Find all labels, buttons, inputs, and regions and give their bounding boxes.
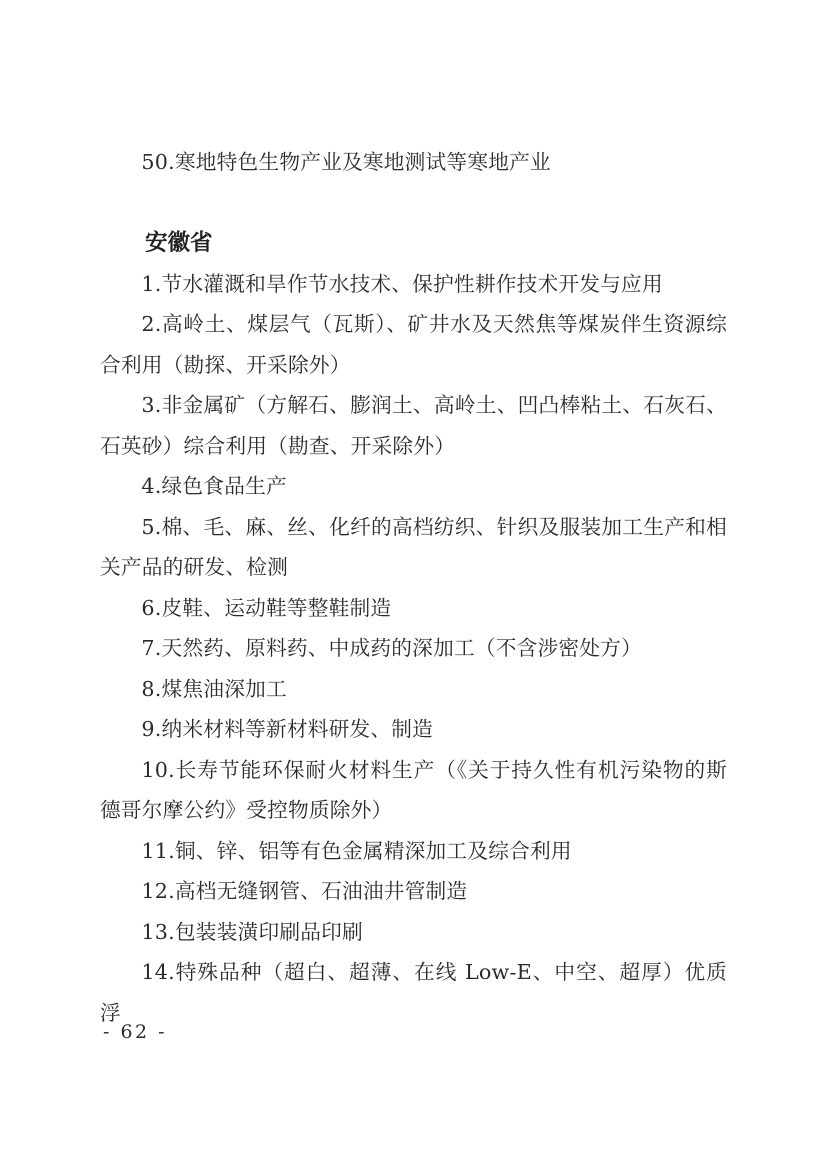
list-item-10: 10.长寿节能环保耐火材料生产（《关于持久性有机污染物的斯德哥尔摩公约》受控物质除外） xyxy=(100,757,727,822)
list-item-13: 13.包装装潢印刷品印刷 xyxy=(141,919,363,944)
list-item-8: 8.煤焦油深加工 xyxy=(141,676,287,701)
section-heading-anhui: 安徽省 xyxy=(145,230,213,256)
list-item-9: 9.纳米材料等新材料研发、制造 xyxy=(141,717,434,741)
list-item-11: 11.铜、锌、铝等有色金属精深加工及综合利用 xyxy=(141,838,572,863)
page-number: - 62 - xyxy=(103,1021,168,1043)
list-item-50: 50.寒地特色生物产业及寒地测试等寒地产业 xyxy=(141,150,551,174)
list-item-14: 14.特殊品种（超白、超薄、在线 Low-E、中空、超厚）优质浮 xyxy=(100,960,727,1025)
list-item-6: 6.皮鞋、运动鞋等整鞋制造 xyxy=(141,595,392,620)
list-item-3: 3.非金属矿（方解石、膨润土、高岭土、凹凸棒粘土、石灰石、石英砂）综合利用（勘查、开采除外） xyxy=(100,393,727,458)
list-item-4: 4.绿色食品生产 xyxy=(141,474,287,498)
list-item-5: 5.棉、毛、麻、丝、化纤的高档纺织、针织及服装加工生产和相关产品的研发、检测 xyxy=(100,514,727,579)
document-body xyxy=(100,142,727,1033)
list-item-2: 2.高岭土、煤层气（瓦斯）、矿井水及天然焦等煤炭伴生资源综合利用（勘探、开采除外） xyxy=(100,312,727,377)
list-item-7: 7.天然药、原料药、中成药的深加工（不含涉密处方） xyxy=(141,636,642,660)
list-item-12: 12.高档无缝钢管、石油油井管制造 xyxy=(141,879,468,903)
list-item-1: 1.节水灌溉和旱作节水技术、保护性耕作技术开发与应用 xyxy=(141,271,663,296)
